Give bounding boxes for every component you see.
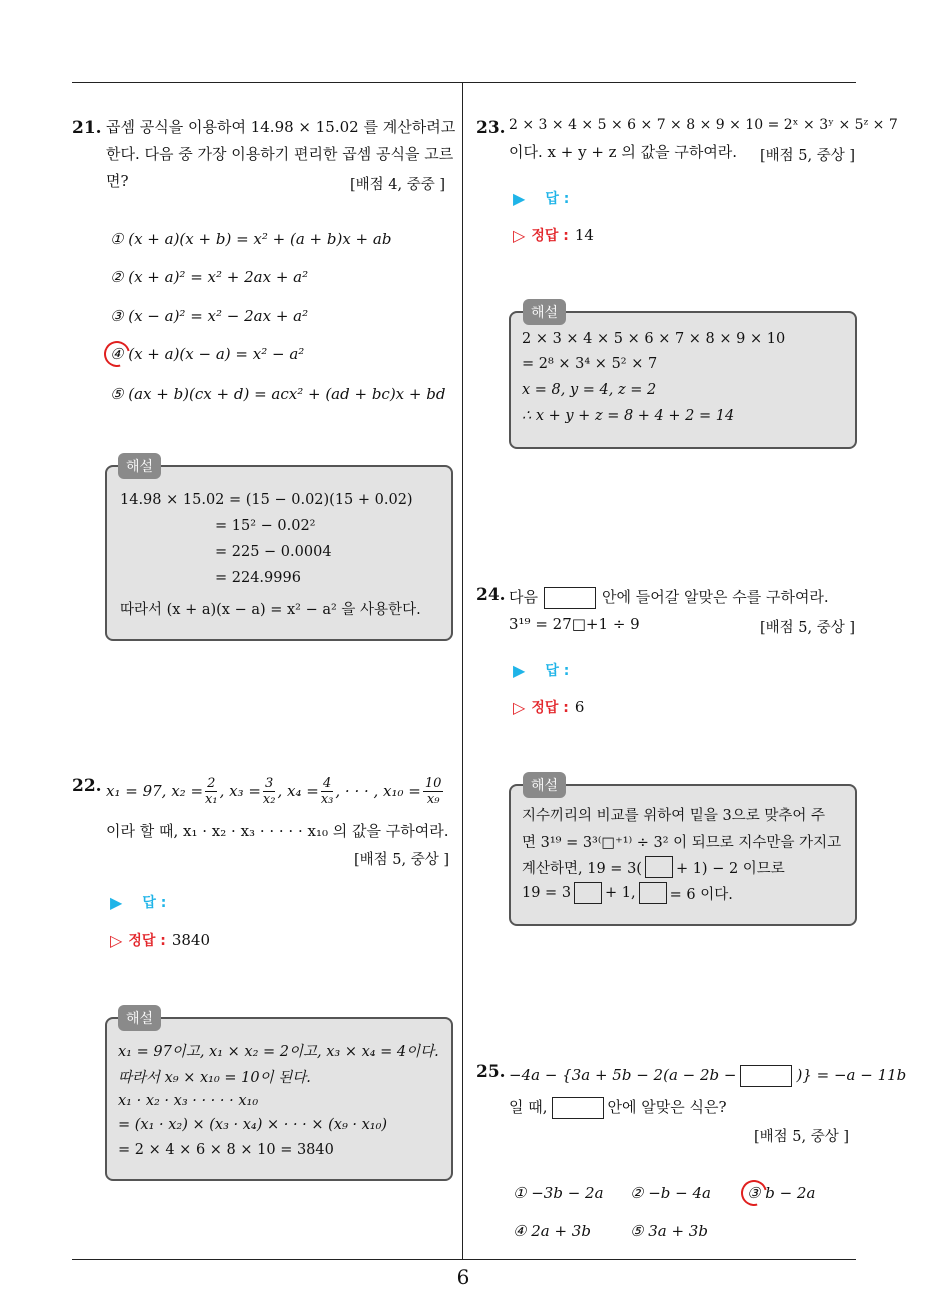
q21-explanation-tag: 해설 [118,453,161,479]
q24-text-2: 3¹⁹ = 27□+1 ÷ 9 [509,615,640,633]
q22-frac-3-den: x₃ [320,792,334,807]
q23-answer-label: 답 : [545,191,570,207]
q25-text-2a: 일 때, [509,1098,548,1116]
q21-exp-line-2: = 15² − 0.02² [215,518,316,534]
q21-exp-line-1: 14.98 × 15.02 = (15 − 0.02)(15 + 0.02) [120,492,413,508]
q22-frac-1-den: x₁ [205,792,218,807]
q25-choice-1[interactable]: ① −3b − 2a [513,1184,604,1202]
q21-choice-5[interactable]: ⑤ (ax + b)(cx + d) = acx² + (ad + bc)x + bd [110,385,446,403]
q22-frac-2-den: x₂ [262,792,276,807]
triangle-icon: ▷ [513,697,526,717]
q22-exp-line-4: = (x₁ · x₂) × (x₃ · x₄) × · · · × (x₉ · x₁₀) [118,1117,388,1133]
q24-exp-line-1: 지수끼리의 비교를 위하여 밑을 3으로 맞추어 주 [522,808,826,824]
q24-text-1a: 다음 [509,588,538,606]
q21-text-3: 면? [106,172,129,190]
q24-line-1 [509,584,829,611]
q24-answer-label: 답 : [545,663,570,679]
play-icon: ▶ [513,188,526,208]
q24-exp-3a: 계산하면, 19 = 3( [522,860,642,877]
q23-exp-line-1: 2 × 3 × 4 × 5 × 6 × 7 × 8 × 9 × 10 [522,331,786,347]
selected-mark-icon [99,336,135,372]
q24-exp-line-2: 면 3¹⁹ = 3³⁽□⁺¹⁾ ÷ 3² 이 되므로 지수만을 가지고 [522,835,842,851]
q22-frac-4-den: x₉ [426,792,440,807]
q21-choice-3[interactable]: ③ (x − a)² = x² − 2ax + a² [110,307,309,325]
q22-frac-4 [423,776,444,807]
page-number: 6 [456,1265,470,1289]
play-icon: ▶ [110,892,123,912]
q24-number: 24. [476,585,506,605]
top-rule [72,82,856,83]
answer-blank-box [552,1097,604,1119]
q21-text-1: 곱셈 공식을 이용하여 14.98 × 15.02 를 계산하려고 [106,118,456,136]
q24-exp-line-3 [522,856,785,878]
q22-sep-4: , · · · , x₁₀ = [335,782,421,800]
q25-number: 25. [476,1062,506,1082]
q23-correct-row [513,225,594,245]
q22-sep-2: , x₃ = [219,782,261,800]
q25-text-1b: )} = −a − 11b [796,1066,907,1084]
q22-explanation-tag: 해설 [118,1005,161,1031]
q22-frac-4-num: 10 [424,776,442,791]
q25-choice-4[interactable]: ④ 2a + 3b [513,1222,591,1240]
q22-correct-label: 정답 : [128,933,166,949]
q21-meta: [배점 4, 중중 ] [350,177,446,193]
q22-frac-2 [263,776,276,807]
q22-sep-3: , x₄ = [277,782,319,800]
q22-answer-label: 답 : [142,895,167,911]
q24-text-1b: 안에 들어갈 알맞은 수를 구하여라. [601,588,829,606]
q25-choice-2[interactable]: ② −b − 4a [630,1184,711,1202]
q21-choice-1[interactable]: ① (x + a)(x + b) = x² + (a + b)x + ab [110,230,392,248]
q22-frac-2-num: 3 [265,776,274,791]
answer-blank-box [740,1065,792,1087]
q23-meta: [배점 5, 중상 ] [760,148,856,164]
q24-exp-4b: + 1, [605,885,636,901]
q25-line-2 [509,1094,727,1121]
q22-frac-1-num: 2 [207,776,216,791]
q23-explanation-tag: 해설 [523,299,566,325]
triangle-icon: ▷ [513,225,526,245]
q24-meta: [배점 5, 중상 ] [760,620,856,636]
answer-blank-box [639,882,667,904]
q25-text-1a: −4a − {3a + 5b − 2(a − 2b − [509,1066,737,1084]
q23-number: 23. [476,118,506,138]
q21-number: 21. [72,118,102,138]
q22-meta: [배점 5, 중상 ] [354,852,450,868]
q24-correct-value: 6 [574,698,585,716]
q21-exp-line-3: = 225 − 0.0004 [215,544,332,560]
q22-frac-3 [321,776,334,807]
answer-blank-box [574,882,602,904]
q21-text-2: 한다. 다음 중 가장 이용하기 편리한 곱셈 공식을 고르 [106,145,454,163]
q22-exp-line-1: x₁ = 97이고, x₁ × x₂ = 2이고, x₃ × x₄ = 4이다. [118,1044,439,1060]
q21-choice-4[interactable]: ④ (x + a)(x − a) = x² − a² [110,345,305,363]
q22-text-2: 이라 할 때, x₁ · x₂ · x₃ · · · · · x₁₀ 의 값을 구하여라. [106,822,449,840]
q22-answer-row [110,892,166,912]
q21-exp-line-5: 따라서 (x + a)(x − a) = x² − a² 을 사용한다. [120,602,421,618]
q22-line1-a: x₁ = 97, x₂ = [106,782,204,800]
column-divider [462,82,463,1260]
q25-meta: [배점 5, 중상 ] [754,1129,850,1145]
answer-blank-box [544,587,596,609]
q23-text-2: 이다. x + y + z 의 값을 구하여라. [509,143,738,161]
answer-blank-box [645,856,673,878]
q24-exp-4c: = 6 이다. [669,886,733,903]
q23-exp-line-2: = 2⁸ × 3⁴ × 5² × 7 [522,356,658,372]
q25-choice-3[interactable]: ③ b − 2a [747,1184,816,1202]
q23-correct-label: 정답 : [531,228,569,244]
q21-exp-line-4: = 224.9996 [215,570,301,586]
q24-correct-row [513,697,584,717]
q24-exp-4a: 19 = 3 [522,885,572,901]
q21-choice-2[interactable]: ② (x + a)² = x² + 2ax + a² [110,268,309,286]
q22-exp-line-3: x₁ · x₂ · x₃ · · · · · x₁₀ [118,1093,259,1109]
q24-exp-line-4 [522,882,733,904]
q22-number: 22. [72,776,102,796]
bottom-rule [72,1259,856,1260]
q24-exp-3b: + 1) − 2 이므로 [675,860,785,877]
q23-correct-value: 14 [574,226,594,244]
q22-correct-row [110,930,210,950]
q25-choice-5[interactable]: ⑤ 3a + 3b [630,1222,708,1240]
play-icon: ▶ [513,660,526,680]
q22-frac-1 [205,776,218,807]
q24-explanation-tag: 해설 [523,772,566,798]
q25-line-1 [509,1062,906,1089]
q23-text-1: 2 × 3 × 4 × 5 × 6 × 7 × 8 × 9 × 10 = 2ˣ × 3ʸ × 5ᶻ × 7 [509,117,898,133]
q23-exp-line-3: x = 8, y = 4, z = 2 [522,382,657,398]
q22-exp-line-2: 따라서 x₉ × x₁₀ = 10이 된다. [118,1070,311,1086]
q22-exp-line-5: = 2 × 4 × 6 × 8 × 10 = 3840 [118,1142,334,1158]
q25-text-2b: 안에 알맞은 식은? [607,1098,727,1116]
q22-frac-3-num: 4 [322,776,332,791]
q22-line-1 [106,776,445,807]
triangle-icon: ▷ [110,930,123,950]
q24-correct-label: 정답 : [531,700,569,716]
q23-answer-row [513,188,569,208]
q24-answer-row [513,660,569,680]
q23-exp-line-4: ∴ x + y + z = 8 + 4 + 2 = 14 [522,408,735,424]
q22-correct-value: 3840 [171,931,211,949]
